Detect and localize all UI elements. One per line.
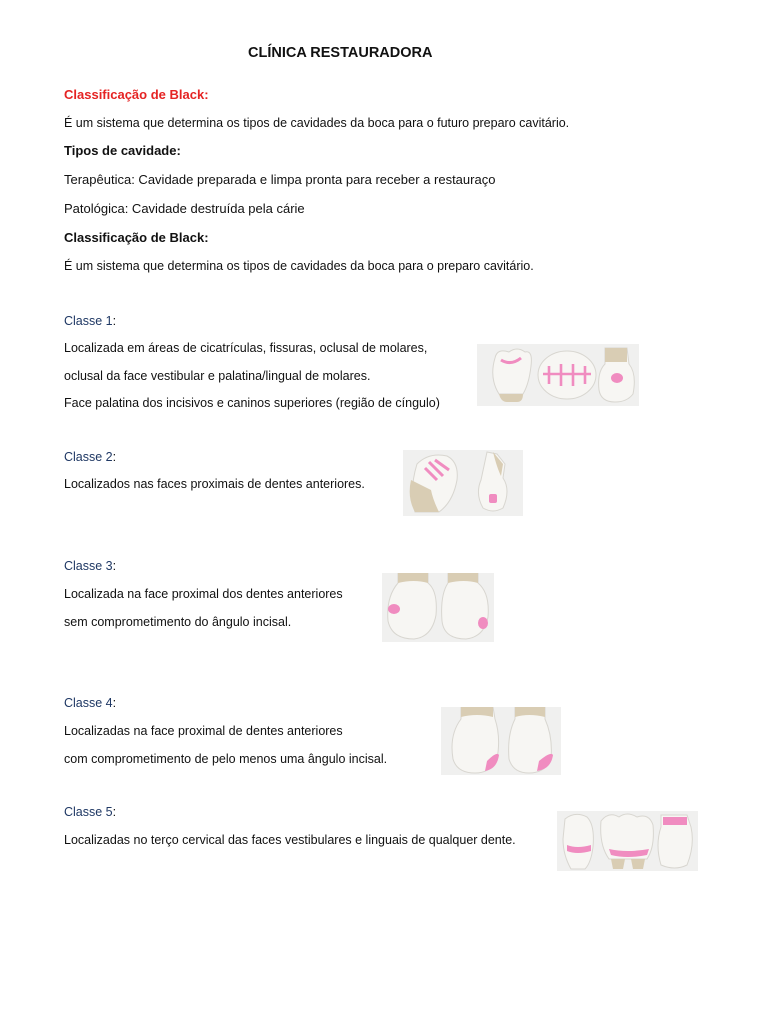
black-classification-definition-2: É um sistema que determina os tipos de cavidades da boca para o preparo cavitário. [64, 259, 534, 273]
class-1-line-1: Localizada em áreas de cicatrículas, fissuras, oclusal de molares, [64, 341, 428, 355]
class-1-teeth-image [477, 344, 639, 406]
class-3-teeth-image [382, 573, 494, 642]
class-4-line-1: Localizadas na face proximal de dentes anteriores [64, 724, 343, 738]
class-2-teeth-image [403, 450, 523, 516]
black-classification-heading-2: Classificação de Black: [64, 230, 209, 245]
black-classification-heading: Classificação de Black: [64, 87, 209, 102]
class-4-heading: Classe 4: [64, 696, 117, 710]
class-5-teeth-image [557, 811, 698, 871]
class-1-line-3: Face palatina dos incisivos e caninos superiores (região de cíngulo) [64, 396, 440, 410]
class-4-teeth-image [441, 707, 561, 775]
class-4-line-2: com comprometimento de pelo menos uma ângulo incisal. [64, 752, 388, 766]
page-title: CLÍNICA RESTAURADORA [248, 45, 433, 61]
class-3-heading: Classe 3: [64, 559, 117, 573]
class-3-line-2: sem comprometimento do ângulo incisal. [64, 615, 292, 629]
therapeutic-cavity-text: Terapêutica: Cavidade preparada e limpa pronta para receber a restauraço [64, 172, 496, 187]
cavity-types-heading: Tipos de cavidade: [64, 143, 181, 158]
class-1-line-2: oclusal da face vestibular e palatina/lingual de molares. [64, 369, 371, 383]
class-5-line-1: Localizadas no terço cervical das faces vestibulares e linguais de qualquer dente. [64, 833, 516, 847]
class-1-heading: Classe 1: [64, 314, 117, 328]
class-2-heading: Classe 2: [64, 450, 117, 464]
class-2-line-1: Localizados nas faces proximais de dentes anteriores. [64, 477, 365, 491]
class-5-heading: Classe 5: [64, 805, 117, 819]
pathologic-cavity-text: Patológica: Cavidade destruída pela cárie [64, 201, 305, 216]
black-classification-definition: É um sistema que determina os tipos de cavidades da boca para o futuro preparo cavitário. [64, 116, 570, 130]
class-3-line-1: Localizada na face proximal dos dentes anteriores [64, 587, 343, 601]
